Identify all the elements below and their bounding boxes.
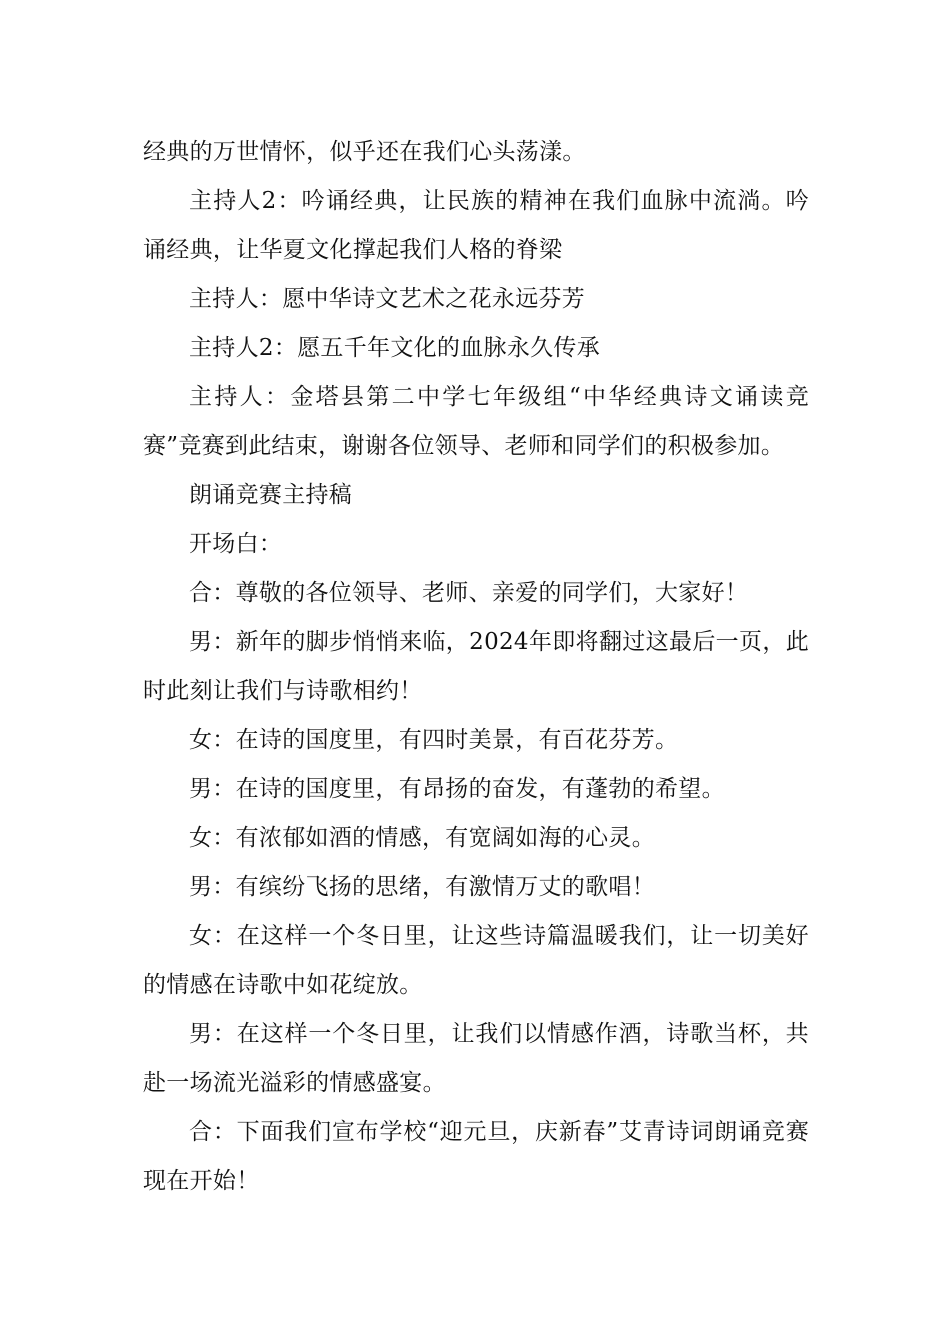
paragraph-host2-recite: 主持人2：吟诵经典，让民族的精神在我们血脉中流淌。吟诵经典，让华夏文化撑起我们人格的脊梁 [143, 188, 809, 263]
paragraph-male-3: 男：有缤纷飞扬的思绪，有激情万丈的歌唱！ [189, 874, 655, 900]
paragraph-female-1: 女：在诗的国度里，有四时美景，有百花芬芳。 [189, 727, 679, 753]
paragraph-continued: 经典的万世情怀，似乎还在我们心头荡漾。 [143, 139, 586, 165]
paragraph-host2-wish: 主持人2：愿五千年文化的血脉永久传承 [189, 335, 601, 361]
paragraph-female-2: 女：有浓郁如酒的情感，有宽阔如海的心灵。 [189, 825, 655, 851]
paragraph-host-wish: 主持人：愿中华诗文艺术之花永远芬芳 [189, 286, 586, 312]
paragraph-host-closing: 主持人：金塔县第二中学七年级组“中华经典诗文诵读竞赛”竞赛到此结束，谢谢各位领导、老师和同学们的积极参加。 [143, 384, 809, 459]
section-title: 朗诵竞赛主持稿 [189, 482, 353, 508]
paragraph-together-announce: 合：下面我们宣布学校“迎元旦，庆新春”艾青诗词朗诵竞赛现在开始！ [143, 1119, 809, 1194]
paragraph-together-greeting: 合：尊敬的各位领导、老师、亲爱的同学们，大家好！ [189, 580, 749, 606]
document-body [143, 128, 809, 1206]
opening-label: 开场白： [189, 531, 283, 557]
paragraph-female-3: 女：在这样一个冬日里，让这些诗篇温暖我们，让一切美好的情感在诗歌中如花绽放。 [143, 923, 809, 998]
paragraph-male-2: 男：在诗的国度里，有昂扬的奋发，有蓬勃的希望。 [189, 776, 725, 802]
paragraph-male-1: 男：新年的脚步悄悄来临，2024年即将翻过这最后一页，此时此刻让我们与诗歌相约！ [143, 629, 809, 704]
paragraph-male-4: 男：在这样一个冬日里，让我们以情感作酒，诗歌当杯，共赴一场流光溢彩的情感盛宴。 [143, 1021, 809, 1096]
